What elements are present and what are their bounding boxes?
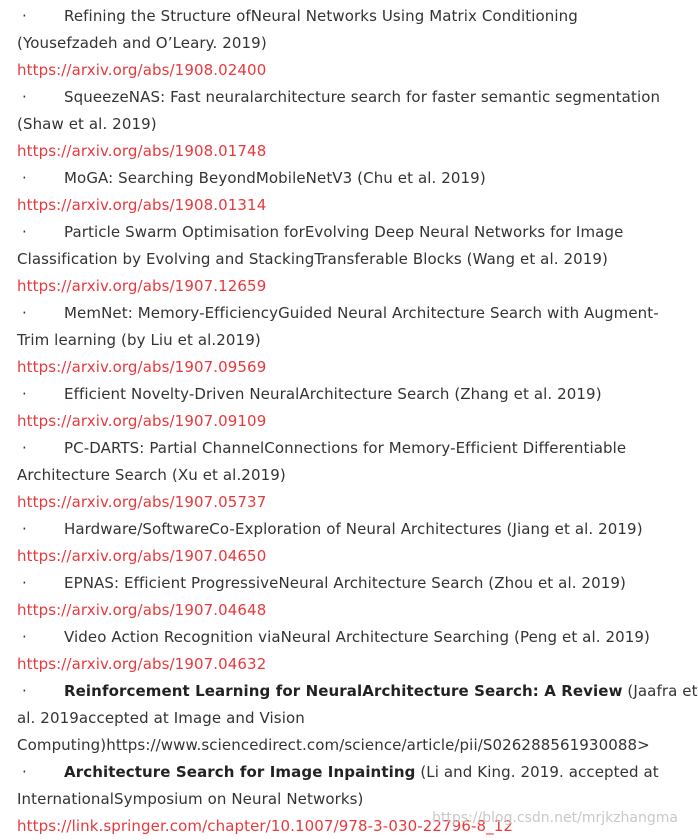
list-item-title [17,759,677,786]
list-item-title [17,435,677,462]
list-item-title [17,570,677,597]
list-item-title [17,84,677,111]
entry-title: Particle Swarm Optimisation forEvolving Deep Neural Networks for Image [64,223,624,241]
watermark: https://blog.csdn.net/mrjkzhangma [432,810,678,826]
bullet: · [22,223,27,241]
entry-title: Video Action Recognition viaNeural Architecture Searching (Peng et al. 2019) [64,628,651,646]
entry-title-continuation: InternationalSymposium on Neural Networks) [17,790,364,808]
reference-list [17,3,698,840]
entry-title-continuation: Trim learning (by Liu et al.2019) [17,331,261,349]
entry-title: Efficient Novelty-Driven NeuralArchitecture Search (Zhang et al. 2019) [64,385,602,403]
bullet: · [22,682,27,700]
entry-link[interactable]: https://arxiv.org/abs/1907.04650 [17,547,267,565]
entry-title: PC-DARTS: Partial ChannelConnections for Memory-Efficient Differentiable [64,439,627,457]
entry-link[interactable]: https://arxiv.org/abs/1907.04648 [17,601,267,619]
entry-title: Refining the Structure ofNeural Networks Using Matrix Conditioning [64,7,578,25]
entry-title-bold: Architecture Search for Image Inpainting [64,763,416,781]
bullet: · [22,520,27,538]
bullet: · [22,304,27,322]
list-item-title [17,624,677,651]
entry-link[interactable]: https://arxiv.org/abs/1908.02400 [17,61,267,79]
entry-link[interactable]: https://arxiv.org/abs/1908.01748 [17,142,267,160]
list-item-title [17,219,677,246]
entry-link[interactable]: https://arxiv.org/abs/1908.01314 [17,196,267,214]
bullet: · [22,88,27,106]
entry-title-continuation: (Shaw et al. 2019) [17,115,157,133]
entry-link[interactable]: https://arxiv.org/abs/1907.05737 [17,493,267,511]
entry-title-rest: (Li and King. 2019. accepted at [415,763,659,781]
list-item-title [17,381,677,408]
bullet: · [22,574,27,592]
entry-title-continuation: (Yousefzadeh and O’Leary. 2019) [17,34,267,52]
list-item-title [17,516,677,543]
list-item-title [17,165,677,192]
entry-title: SqueezeNAS: Fast neuralarchitecture search for faster semantic segmentation [64,88,661,106]
bullet: · [22,763,27,781]
entry-title-continuation: Computing)https://www.sciencedirect.com/science/article/pii/S026288561930088> [17,736,650,754]
list-item-title [17,678,698,705]
entry-title: MoGA: Searching BeyondMobileNetV3 (Chu et al. 2019) [64,169,486,187]
entry-title: EPNAS: Efficient ProgressiveNeural Architecture Search (Zhou et al. 2019) [64,574,626,592]
entry-link[interactable]: https://arxiv.org/abs/1907.09109 [17,412,267,430]
entry-link[interactable]: https://arxiv.org/abs/1907.04632 [17,655,267,673]
bullet: · [22,439,27,457]
entry-title-continuation: al. 2019accepted at Image and Vision [17,709,305,727]
bullet: · [22,628,27,646]
entry-title-continuation: Classification by Evolving and StackingTransferable Blocks (Wang et al. 2019) [17,250,608,268]
entry-title-bold: Reinforcement Learning for NeuralArchitecture Search: A Review [64,682,623,700]
entry-link[interactable]: https://arxiv.org/abs/1907.12659 [17,277,267,295]
bullet: · [22,7,27,25]
entry-title: MemNet: Memory-EfficiencyGuided Neural Architecture Search with Augment- [64,304,659,322]
list-item-title [17,300,677,327]
entry-title-continuation: Architecture Search (Xu et al.2019) [17,466,286,484]
entry-title-rest: (Jaafra et [622,682,698,700]
list-item-title [17,3,677,30]
entry-link[interactable]: https://arxiv.org/abs/1907.09569 [17,358,267,376]
bullet: · [22,385,27,403]
entry-title: Hardware/SoftwareCo-Exploration of Neural Architectures (Jiang et al. 2019) [64,520,643,538]
bullet: · [22,169,27,187]
entry-link[interactable]: https://link.springer.com/chapter/10.1007/978-3-030-22796-8_12 [17,817,514,835]
